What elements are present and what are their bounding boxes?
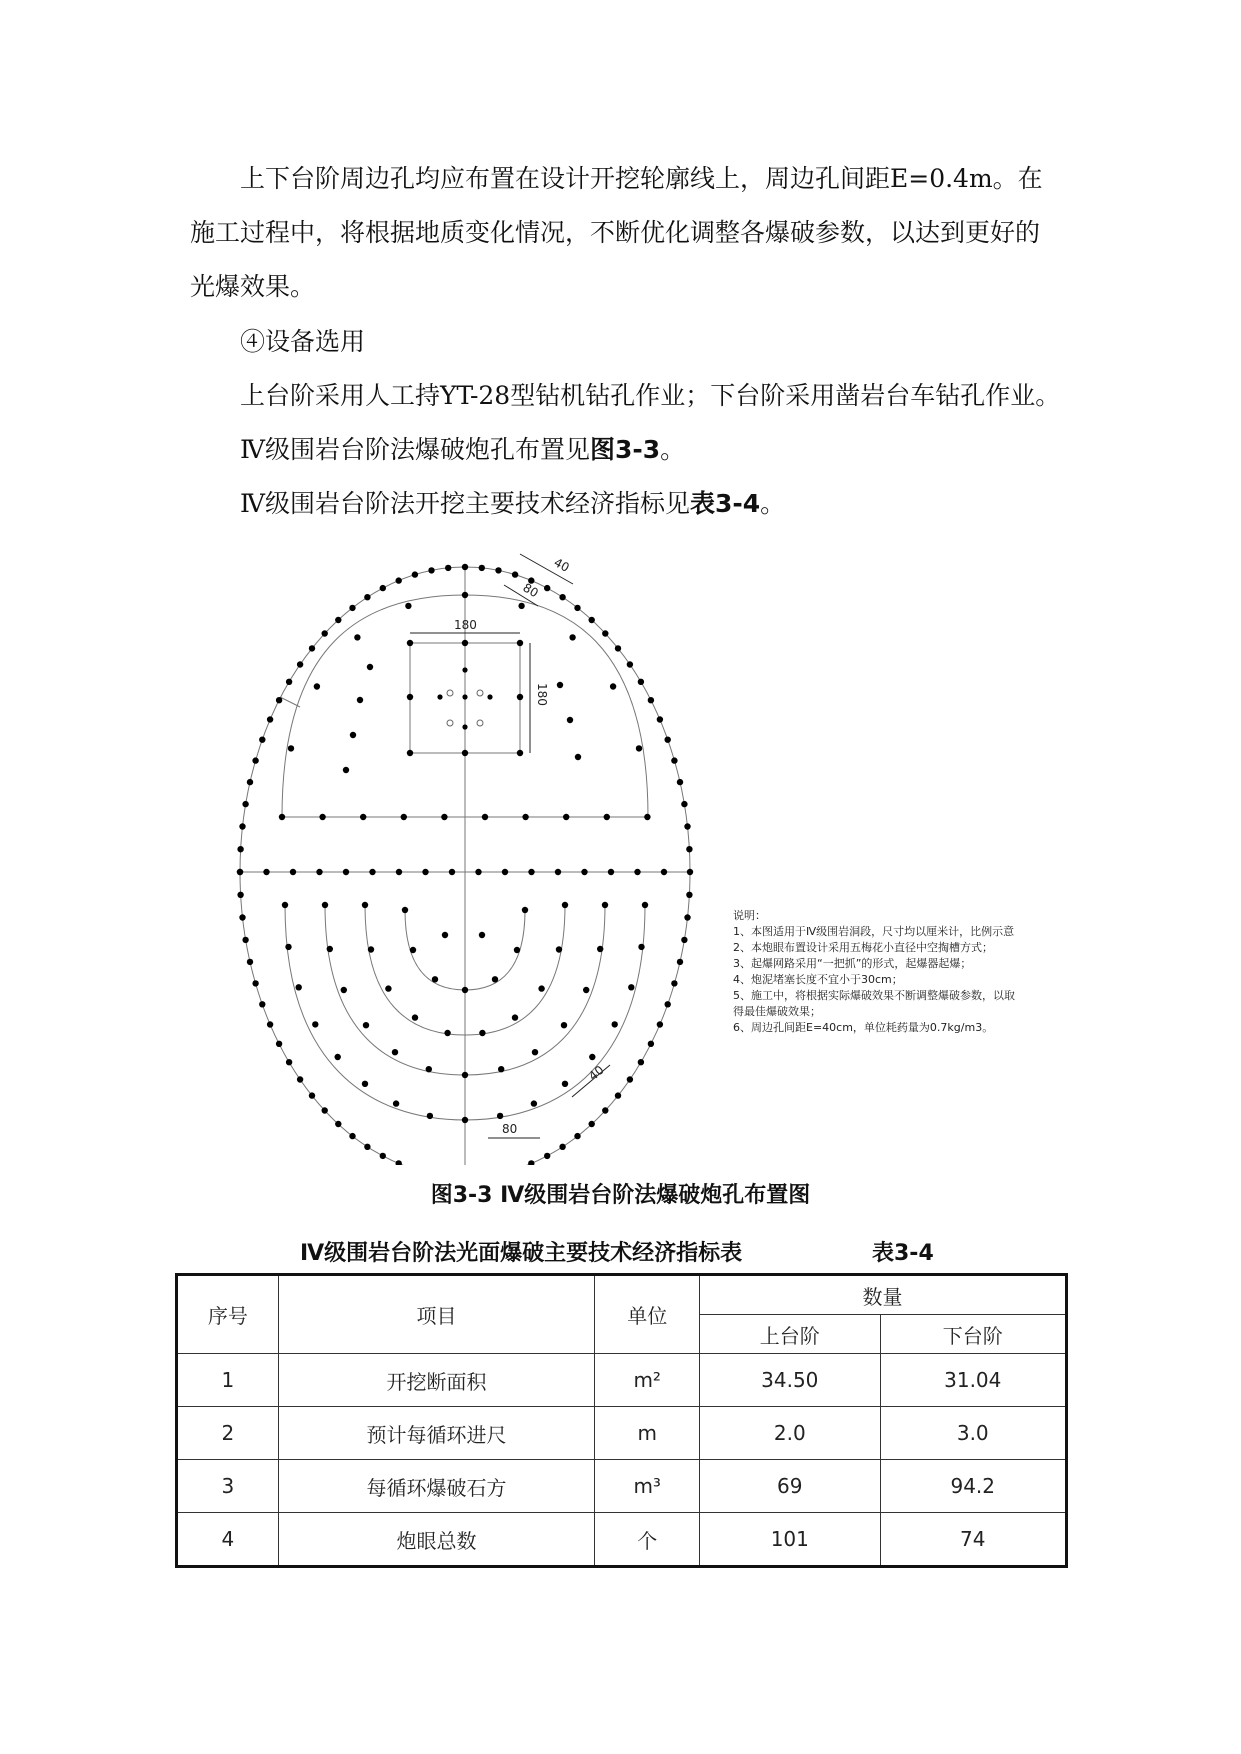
blast-hole-layout-diagram — [220, 545, 1220, 1165]
blast-hole — [319, 814, 325, 820]
blast-hole — [296, 984, 302, 990]
blast-hole — [392, 1049, 398, 1055]
blast-hole — [608, 869, 614, 875]
table-row — [177, 1354, 1067, 1407]
blast-hole — [426, 1066, 432, 1072]
blast-hole — [462, 592, 468, 598]
blast-hole — [677, 779, 683, 785]
blast-hole — [369, 869, 375, 875]
figure-notes — [733, 908, 1053, 1036]
blast-hole — [644, 814, 650, 820]
figure-ref-end: 。 — [660, 435, 686, 464]
blast-hole — [532, 1049, 538, 1055]
blast-hole — [569, 634, 575, 640]
figure-caption: 图3-3 Ⅳ级围岩台阶法爆破炮孔布置图 — [430, 1183, 811, 1208]
blast-hole — [514, 947, 520, 953]
dim-label-40-top: 40 — [551, 555, 572, 575]
blast-hole — [648, 697, 654, 703]
blast-hole — [528, 1160, 534, 1165]
blast-hole — [638, 679, 644, 685]
blast-hole — [335, 1054, 341, 1060]
blast-hole — [517, 750, 523, 756]
dim-label-40-bottom: 40 — [585, 1062, 607, 1084]
blast-hole — [502, 869, 508, 875]
cell-seq: 3 — [177, 1460, 279, 1513]
cell-unit: m² — [595, 1354, 700, 1407]
blast-hole — [396, 577, 402, 583]
blast-hole — [589, 1121, 595, 1127]
blast-hole — [636, 745, 642, 751]
empty-hole — [447, 690, 453, 696]
blast-hole — [479, 565, 485, 571]
header-unit: 单位 — [595, 1275, 700, 1354]
blast-hole — [627, 1076, 633, 1082]
dim-label-180-h: 180 — [454, 618, 477, 632]
blast-hole — [559, 594, 565, 600]
blast-hole — [462, 724, 467, 729]
blast-hole — [574, 1133, 580, 1139]
blast-hole — [259, 737, 265, 743]
blast-hole — [567, 717, 573, 723]
blast-hole — [364, 1144, 370, 1150]
blast-hole — [343, 869, 349, 875]
blast-hole — [314, 683, 320, 689]
blast-hole — [517, 694, 523, 700]
blast-hole — [681, 937, 687, 943]
blast-hole — [276, 697, 282, 703]
blast-hole — [237, 892, 243, 898]
cell-unit: 个 — [595, 1513, 700, 1567]
cell-upper: 2.0 — [700, 1407, 880, 1460]
blast-hole — [648, 1041, 654, 1047]
blast-hole — [684, 914, 690, 920]
blast-hole — [276, 1041, 282, 1047]
blast-hole — [402, 907, 408, 913]
blast-hole — [556, 946, 562, 952]
blast-hole — [407, 694, 413, 700]
table-title: Ⅳ级围岩台阶法光面爆破主要技术经济指标表 — [300, 1241, 743, 1266]
blast-hole — [604, 814, 610, 820]
blast-hole — [393, 1100, 399, 1106]
blast-hole — [559, 1144, 565, 1150]
blast-hole — [475, 869, 481, 875]
blast-hole — [290, 869, 296, 875]
cell-upper: 101 — [700, 1513, 880, 1567]
header-quantity: 数量 — [700, 1275, 1067, 1315]
table-row — [177, 1513, 1067, 1567]
empty-hole — [447, 720, 453, 726]
blast-hole — [354, 634, 360, 640]
blast-hole — [407, 640, 413, 646]
blast-hole — [363, 1022, 369, 1028]
blast-hole — [583, 987, 589, 993]
blast-hole — [349, 1133, 355, 1139]
blast-hole — [239, 823, 245, 829]
blast-hole — [462, 640, 468, 646]
cell-item: 每循环爆破石方 — [278, 1460, 595, 1513]
blast-hole — [247, 959, 253, 965]
blast-hole — [322, 1107, 328, 1113]
blast-hole — [575, 754, 581, 760]
blast-hole — [432, 976, 438, 982]
blast-hole — [512, 571, 518, 577]
blast-hole — [671, 980, 677, 986]
blast-hole — [627, 661, 633, 667]
blast-hole — [615, 1092, 621, 1098]
blast-hole — [341, 987, 347, 993]
blast-hole — [412, 1014, 418, 1020]
paragraph-figure-ref — [240, 430, 685, 466]
cell-seq: 2 — [177, 1407, 279, 1460]
blast-hole — [665, 1001, 671, 1007]
blast-hole — [517, 640, 523, 646]
blast-hole — [462, 987, 468, 993]
blast-hole — [367, 664, 373, 670]
blast-hole — [362, 1081, 368, 1087]
blast-hole — [412, 571, 418, 577]
blast-hole — [610, 683, 616, 689]
blast-hole — [544, 585, 550, 591]
blast-hole — [574, 605, 580, 611]
blast-hole — [312, 1021, 318, 1027]
blast-hole — [681, 801, 687, 807]
blast-hole — [267, 716, 273, 722]
blast-hole — [561, 1022, 567, 1028]
blast-hole — [349, 605, 355, 611]
blast-hole — [563, 814, 569, 820]
blast-hole — [335, 1121, 341, 1127]
cell-upper: 34.50 — [700, 1354, 880, 1407]
figure-ref-text: Ⅳ级围岩台阶法爆破炮孔布置见 — [240, 435, 590, 464]
blast-hole — [449, 869, 455, 875]
blast-hole — [657, 1021, 663, 1027]
blast-hole — [665, 737, 671, 743]
cell-item: 开挖断面积 — [278, 1354, 595, 1407]
header-seq: 序号 — [177, 1275, 279, 1354]
blast-hole — [322, 902, 328, 908]
note-line: 说明： — [733, 909, 766, 922]
blast-hole — [686, 846, 692, 852]
blast-hole — [380, 585, 386, 591]
blast-hole — [267, 1021, 273, 1027]
dim-label-80-bottom: 80 — [502, 1122, 518, 1136]
blast-hole — [437, 694, 442, 699]
note-line: 2、本炮眼布置设计采用五梅花小直径中空掏槽方式； — [733, 941, 993, 954]
blast-hole — [512, 1014, 518, 1020]
blast-hole — [357, 697, 363, 703]
blast-hole — [316, 869, 322, 875]
cell-lower: 94.2 — [880, 1460, 1066, 1513]
dim-label-180-v: 180 — [535, 683, 549, 706]
paragraph-equipment: 上台阶采用人工持YT-28型钻机钻孔作业；下台阶采用凿岩台车钻孔作业。 — [240, 381, 1061, 410]
blast-hole — [407, 750, 413, 756]
blast-hole — [237, 846, 243, 852]
blast-hole — [638, 1059, 644, 1065]
blast-hole — [405, 603, 411, 609]
blast-hole — [380, 1153, 386, 1159]
cell-item: 预计每循环进尺 — [278, 1407, 595, 1460]
header-lower-bench: 下台阶 — [880, 1315, 1066, 1354]
blast-hole — [562, 1081, 568, 1087]
paragraph-table-ref — [240, 484, 785, 520]
cell-upper: 69 — [700, 1460, 880, 1513]
blast-hole — [602, 1107, 608, 1113]
header-upper-bench: 上台阶 — [700, 1315, 880, 1354]
blast-hole — [288, 745, 294, 751]
blast-hole — [531, 1100, 537, 1106]
blast-hole — [462, 750, 468, 756]
blast-hole — [309, 645, 315, 651]
blast-hole — [492, 976, 498, 982]
blast-hole — [247, 779, 253, 785]
blast-hole — [282, 902, 288, 908]
blast-hole — [297, 661, 303, 667]
blast-hole — [350, 732, 356, 738]
blast-hole — [634, 869, 640, 875]
blast-hole — [657, 716, 663, 722]
indicator-table — [175, 1273, 1068, 1568]
empty-hole — [477, 690, 483, 696]
blast-hole — [285, 944, 291, 950]
blast-hole — [445, 565, 451, 571]
blast-hole — [422, 869, 428, 875]
blast-hole — [602, 902, 608, 908]
blast-hole — [396, 869, 402, 875]
blast-hole — [482, 814, 488, 820]
note-line: 1、本图适用于Ⅳ级围岩洞段，尺寸均以厘米计，比例示意 — [733, 925, 1015, 938]
blast-hole — [498, 1066, 504, 1072]
blast-hole — [368, 946, 374, 952]
blast-hole — [518, 603, 524, 609]
blast-hole — [557, 682, 563, 688]
blast-hole — [360, 814, 366, 820]
blast-hole — [589, 617, 595, 623]
blast-hole — [684, 823, 690, 829]
note-line: 4、炮泥堵塞长度不宜小于30cm； — [733, 973, 903, 986]
table-row — [177, 1460, 1067, 1513]
cell-lower: 74 — [880, 1513, 1066, 1567]
heading-equipment: ④设备选用 — [240, 327, 366, 356]
table-row — [177, 1407, 1067, 1460]
table-ref-end: 。 — [760, 489, 786, 518]
note-line: 3、起爆网路采用“一把抓”的形式，起爆器起爆； — [733, 957, 972, 970]
dimension-annotations — [410, 554, 610, 1138]
blast-hole — [555, 869, 561, 875]
note-line: 5、施工中，将根据实际爆破效果不断调整爆破参数，以取 — [733, 989, 1015, 1002]
blast-hole — [495, 567, 501, 573]
note-line: 6、周边孔间距E=40cm，单位耗药量为0.7kg/m3。 — [733, 1021, 994, 1034]
blast-hole — [628, 984, 634, 990]
cell-unit: m — [595, 1407, 700, 1460]
blast-hole — [252, 757, 258, 763]
blast-hole — [462, 694, 467, 699]
blast-hole — [335, 617, 341, 623]
blast-hole — [544, 1153, 550, 1159]
blast-hole — [638, 944, 644, 950]
header-item: 项目 — [278, 1275, 595, 1354]
blast-hole — [259, 1001, 265, 1007]
cell-lower: 31.04 — [880, 1354, 1066, 1407]
blast-hole — [538, 985, 544, 991]
blast-hole — [677, 959, 683, 965]
blast-hole — [396, 1160, 402, 1165]
blast-hole — [479, 1030, 485, 1036]
blast-hole — [286, 679, 292, 685]
blast-hole — [343, 767, 349, 773]
blast-hole — [589, 1054, 595, 1060]
blast-hole — [686, 892, 692, 898]
blast-hole — [242, 937, 248, 943]
blast-hole — [322, 630, 328, 636]
blast-hole — [497, 1113, 503, 1119]
cell-unit: m³ — [595, 1460, 700, 1513]
blast-hole — [597, 946, 603, 952]
blast-hole — [263, 869, 269, 875]
blast-hole — [581, 869, 587, 875]
blast-hole — [462, 564, 468, 570]
blast-hole — [428, 567, 434, 573]
blast-hole — [479, 932, 485, 938]
blast-hole — [462, 1117, 468, 1123]
blast-hole — [522, 907, 528, 913]
note-line: 得最佳爆破效果； — [733, 1005, 821, 1018]
blast-hole — [401, 814, 407, 820]
figure-ref-link: 图3-3 — [589, 435, 661, 464]
cell-seq: 4 — [177, 1513, 279, 1567]
table-ref-link: 表3-4 — [689, 489, 761, 518]
blast-hole — [462, 1072, 468, 1078]
dim-label-80-top: 80 — [520, 580, 541, 601]
blast-hole — [309, 1092, 315, 1098]
blast-hole — [462, 667, 467, 672]
blast-hole — [286, 1059, 292, 1065]
arch-tick-line — [280, 697, 300, 707]
blast-hole — [661, 869, 667, 875]
cell-lower: 3.0 — [880, 1407, 1066, 1460]
blast-hole — [364, 594, 370, 600]
blast-hole — [279, 814, 285, 820]
blast-hole — [442, 932, 448, 938]
empty-hole — [477, 720, 483, 726]
blast-hole — [444, 1030, 450, 1036]
blast-hole — [612, 1021, 618, 1027]
cell-seq: 1 — [177, 1354, 279, 1407]
blast-hole — [671, 757, 677, 763]
blast-hole — [252, 980, 258, 986]
blast-hole — [239, 914, 245, 920]
blast-hole — [427, 1113, 433, 1119]
blast-hole — [410, 947, 416, 953]
blast-hole — [327, 946, 333, 952]
paragraph-perimeter-holes: 上下台阶周边孔均应布置在设计开挖轮廓线上，周边孔间距E=0.4m。在施工过程中，将根据地质变化情况，不断优化调整各爆破参数，以达到更好的光爆效果。 — [190, 164, 1043, 301]
blast-hole — [528, 869, 534, 875]
blast-hole — [562, 902, 568, 908]
blast-hole — [385, 985, 391, 991]
blast-hole — [297, 1076, 303, 1082]
blast-hole — [602, 630, 608, 636]
blast-hole — [362, 902, 368, 908]
table-number: 表3-4 — [872, 1241, 934, 1266]
blast-hole — [487, 694, 492, 699]
blast-hole — [522, 814, 528, 820]
blast-hole — [642, 902, 648, 908]
blast-hole — [242, 801, 248, 807]
blast-hole — [615, 645, 621, 651]
cell-item: 炮眼总数 — [278, 1513, 595, 1567]
blast-hole — [441, 814, 447, 820]
table-ref-text: Ⅳ级围岩台阶法开挖主要技术经济指标见 — [240, 489, 690, 518]
blast-hole — [237, 869, 243, 875]
blast-hole — [687, 869, 693, 875]
